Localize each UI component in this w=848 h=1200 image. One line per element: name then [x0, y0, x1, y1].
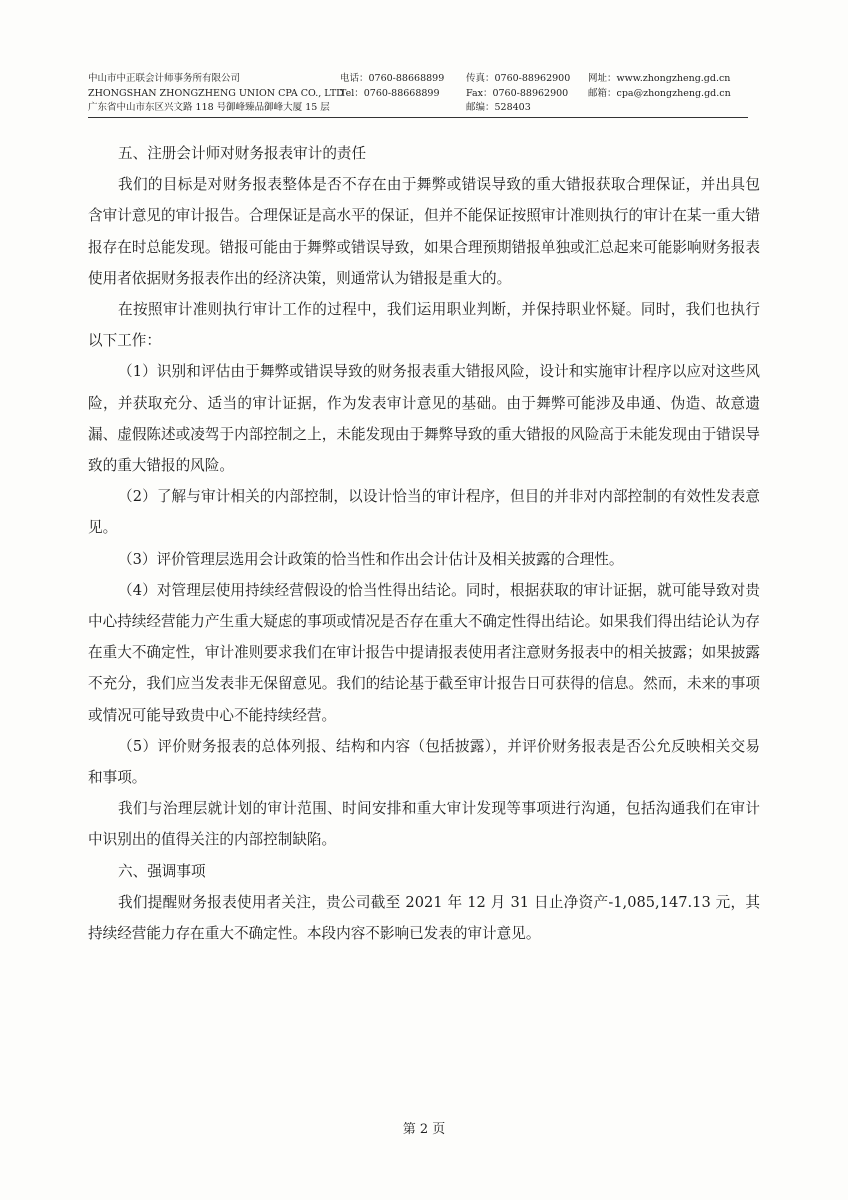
report-body	[88, 138, 760, 949]
list-item-2: （2）了解与审计相关的内部控制，以设计恰当的审计程序，但目的并非对内部控制的有效性发表意见。	[88, 488, 760, 537]
section-heading-emphasis-of-matter: 六、强调事项	[118, 862, 206, 880]
paragraph-governance-communication: 我们与治理层就计划的审计范围、时间安排和重大审计发现等事项进行沟通，包括沟通我们在审计中识别出的值得关注的内部控制缺陷。	[88, 800, 760, 849]
list-item-4: （4）对管理层使用持续经营假设的恰当性得出结论。同时，根据获取的审计证据，就可能导致对贵中心持续经营能力产生重大疑虑的事项或情况是否存在重大不确定性得出结论。如果我们得出结论认为存在重大不确定性，审计准则要求我们在审计报告中提请报表使用者注意财务报表中的相关披露；如果披露不充分，我们应当发表非无保留意见。我们的结论基于截至审计报告日可获得的信息。然而，未来的事项或情况可能导致贵中心不能持续经营。	[88, 581, 760, 724]
fax-en: Fax：0760-88962900	[466, 87, 569, 99]
letterhead-row-3	[88, 101, 748, 116]
telephone-en: Tel：0760-88668899	[340, 87, 440, 99]
firm-name-en: ZHONGSHAN ZHONGZHENG UNION CPA CO., LTD	[88, 87, 344, 99]
list-item-3: （3）评价管理层选用会计政策的恰当性和作出会计估计及相关披露的合理性。	[118, 550, 624, 568]
list-item-5: （5）评价财务报表的总体列报、结构和内容（包括披露），并评价财务报表是否公允反映相关交易和事项。	[88, 737, 760, 787]
letterhead-row-1	[88, 72, 748, 87]
firm-address: 广东省中山市东区兴文路 118 号御峰臻品御峰大厦 15 层	[88, 102, 330, 113]
paragraph-objective: 我们的目标是对财务报表整体是否不存在由于舞弊或错误导致的重大错报获取合理保证，并出具包含审计意见的审计报告。合理保证是高水平的保证，但并不能保证按照审计准则执行的审计在某一重大错报存在时总能发现。错报可能由于舞弊或错误导致，如果合理预期错报单独或汇总起来可能影响财务报表使用者依据财务报表作出的经济决策，则通常认为错报是重大的。	[88, 176, 760, 287]
firm-name-cn: 中山市中正联会计师事务所有限公司	[88, 73, 241, 84]
telephone-cn: 电话：0760-88668899	[340, 73, 445, 84]
letterhead-row-2	[88, 87, 748, 102]
paragraph-emphasis-of-matter: 我们提醒财务报表使用者关注，贵公司截至 2021 年 12 月 31 日止净资产-1,085,147.13 元，其持续经营能力存在重大不确定性。本段内容不影响已发表的审计意见。	[88, 893, 760, 943]
section-heading-auditor-responsibility: 五、注册会计师对财务报表审计的责任	[118, 145, 367, 162]
letterhead	[88, 72, 748, 116]
email: 邮箱：cpa@zhongzheng.gd.cn	[588, 87, 731, 99]
paragraph-professional-judgment: 在按照审计准则执行审计工作的过程中，我们运用职业判断，并保持职业怀疑。同时，我们也执行以下工作：	[88, 301, 760, 350]
website: 网址：www.zhongzheng.gd.cn	[588, 73, 731, 84]
page-number: 第 2 页	[402, 1122, 446, 1137]
letterhead-divider	[88, 117, 748, 118]
postcode: 邮编：528403	[466, 102, 531, 113]
list-item-1: （1）识别和评估由于舞弊或错误导致的财务报表重大错报风险，设计和实施审计程序以应对这些风险，并获取充分、适当的审计证据，作为发表审计意见的基础。由于舞弊可能涉及串通、伪造、故意遗漏、虚假陈述或凌驾于内部控制之上，未能发现由于舞弊导致的重大错报的风险高于未能发现由于错误导致的重大错报的风险。	[88, 363, 760, 475]
fax-cn: 传真：0760-88962900	[466, 73, 571, 84]
